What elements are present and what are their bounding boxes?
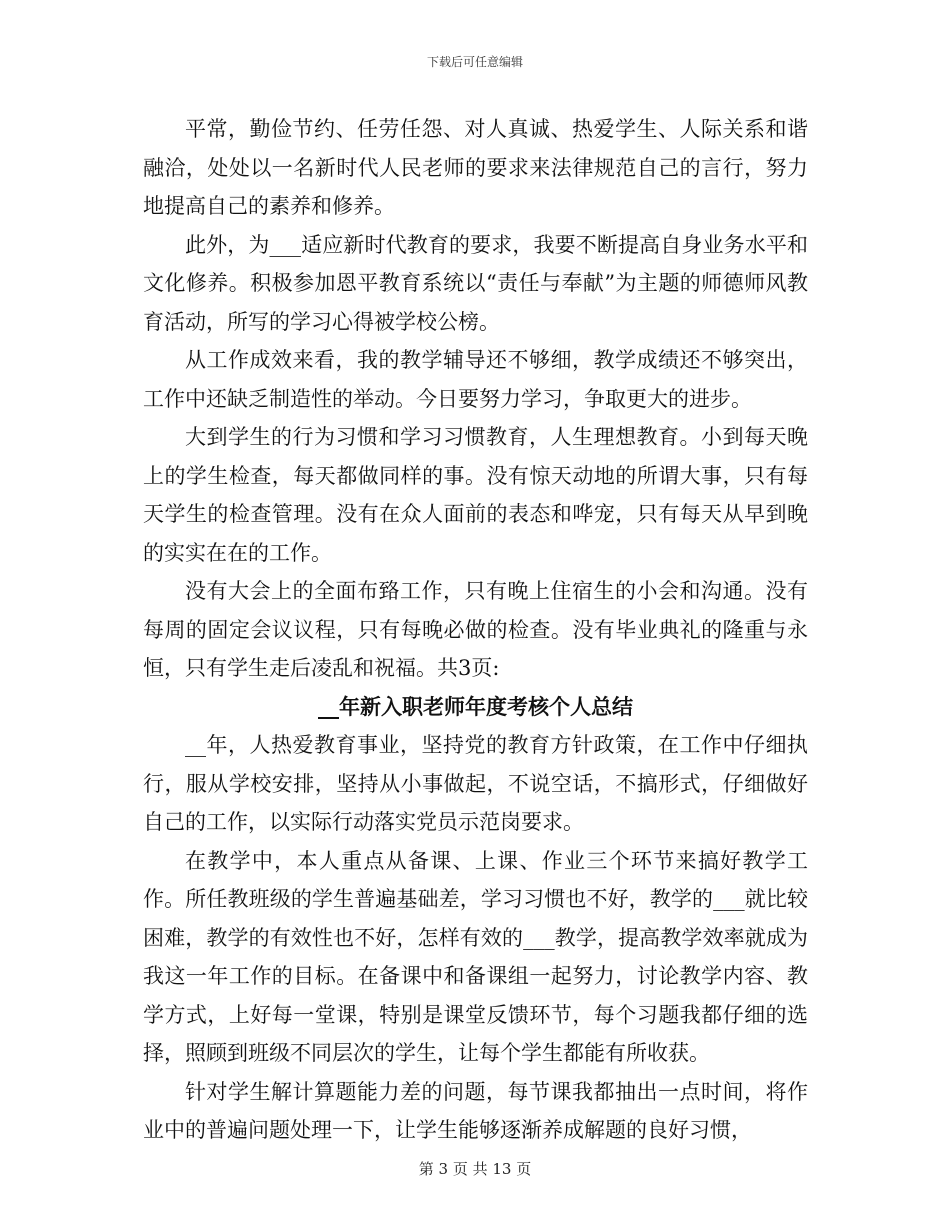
page-footer: 第 3 页 共 13 页 bbox=[418, 1160, 532, 1178]
paragraph: 没有大会上的全面布臵工作，只有晚上住宿生的小会和沟通。没有每周的固定会议议程，只有每晚必做的检查。没有毕业典礼的隆重与永恒，只有学生走后凌乱和祝福。共3页: bbox=[143, 579, 808, 680]
section-title: __年新入职老师年度考核个人总结 bbox=[318, 693, 633, 719]
paragraph: 针对学生解计算题能力差的问题，每节课我都抽出一点时间，将作业中的普遍问题处理一下，让学生能够逐渐养成解题的良好习惯， bbox=[143, 1079, 808, 1142]
paragraph: 此外，为___适应新时代教育的要求，我要不断提高自身业务水平和文化修养。积极参加恩平教育系统以“责任与奉献”为主题的师德师风教育活动，所写的学习心得被学校公榜。 bbox=[143, 232, 808, 334]
paragraph: 平常，勤俭节约、任劳任怨、对人真诚、热爱学生、人际关系和谐融洽，处处以一名新时代人民老师的要求来法律规范自己的言行，努力地提高自己的素养和修养。 bbox=[143, 117, 808, 218]
paragraph: 大到学生的行为习惯和学习习惯教育，人生理想教育。小到每天晚上的学生检查，每天都做同样的事。没有惊天动地的所谓大事，只有每天学生的检查管理。没有在众人面前的表态和哗宠，只有每天从早到晚的实实在在的工作。 bbox=[143, 425, 808, 565]
document-body bbox=[143, 110, 808, 1150]
page-header: 下载后可任意编辑 bbox=[426, 55, 523, 69]
paragraph: 从工作成效来看，我的教学辅导还不够细，教学成绩还不够突出，工作中还缺乏制造性的举动。今日要努力学习，争取更大的进步。 bbox=[143, 348, 808, 411]
paragraph: __年，人热爱教育事业，坚持党的教育方针政策，在工作中仔细执行，服从学校安排，坚持从小事做起，不说空话，不搞形式，仔细做好自己的工作，以实际行动落实党员示范岗要求。 bbox=[143, 733, 808, 834]
paragraph: 在教学中，本人重点从备课、上课、作业三个环节来搞好教学工作。所任教班级的学生普遍基础差，学习习惯也不好，教学的___就比较困难，教学的有效性也不好，怎样有效的___教学，提高教学效率就成为我这一年工作的目标。在备课中和备课组一起努力，讨论教学内容、教学方式，上好每一堂课，特别是课堂反馈环节，每个习题我都仔细的选择，照顾到班级不同层次的学生，让每个学生都能有所收获。 bbox=[143, 848, 808, 1065]
